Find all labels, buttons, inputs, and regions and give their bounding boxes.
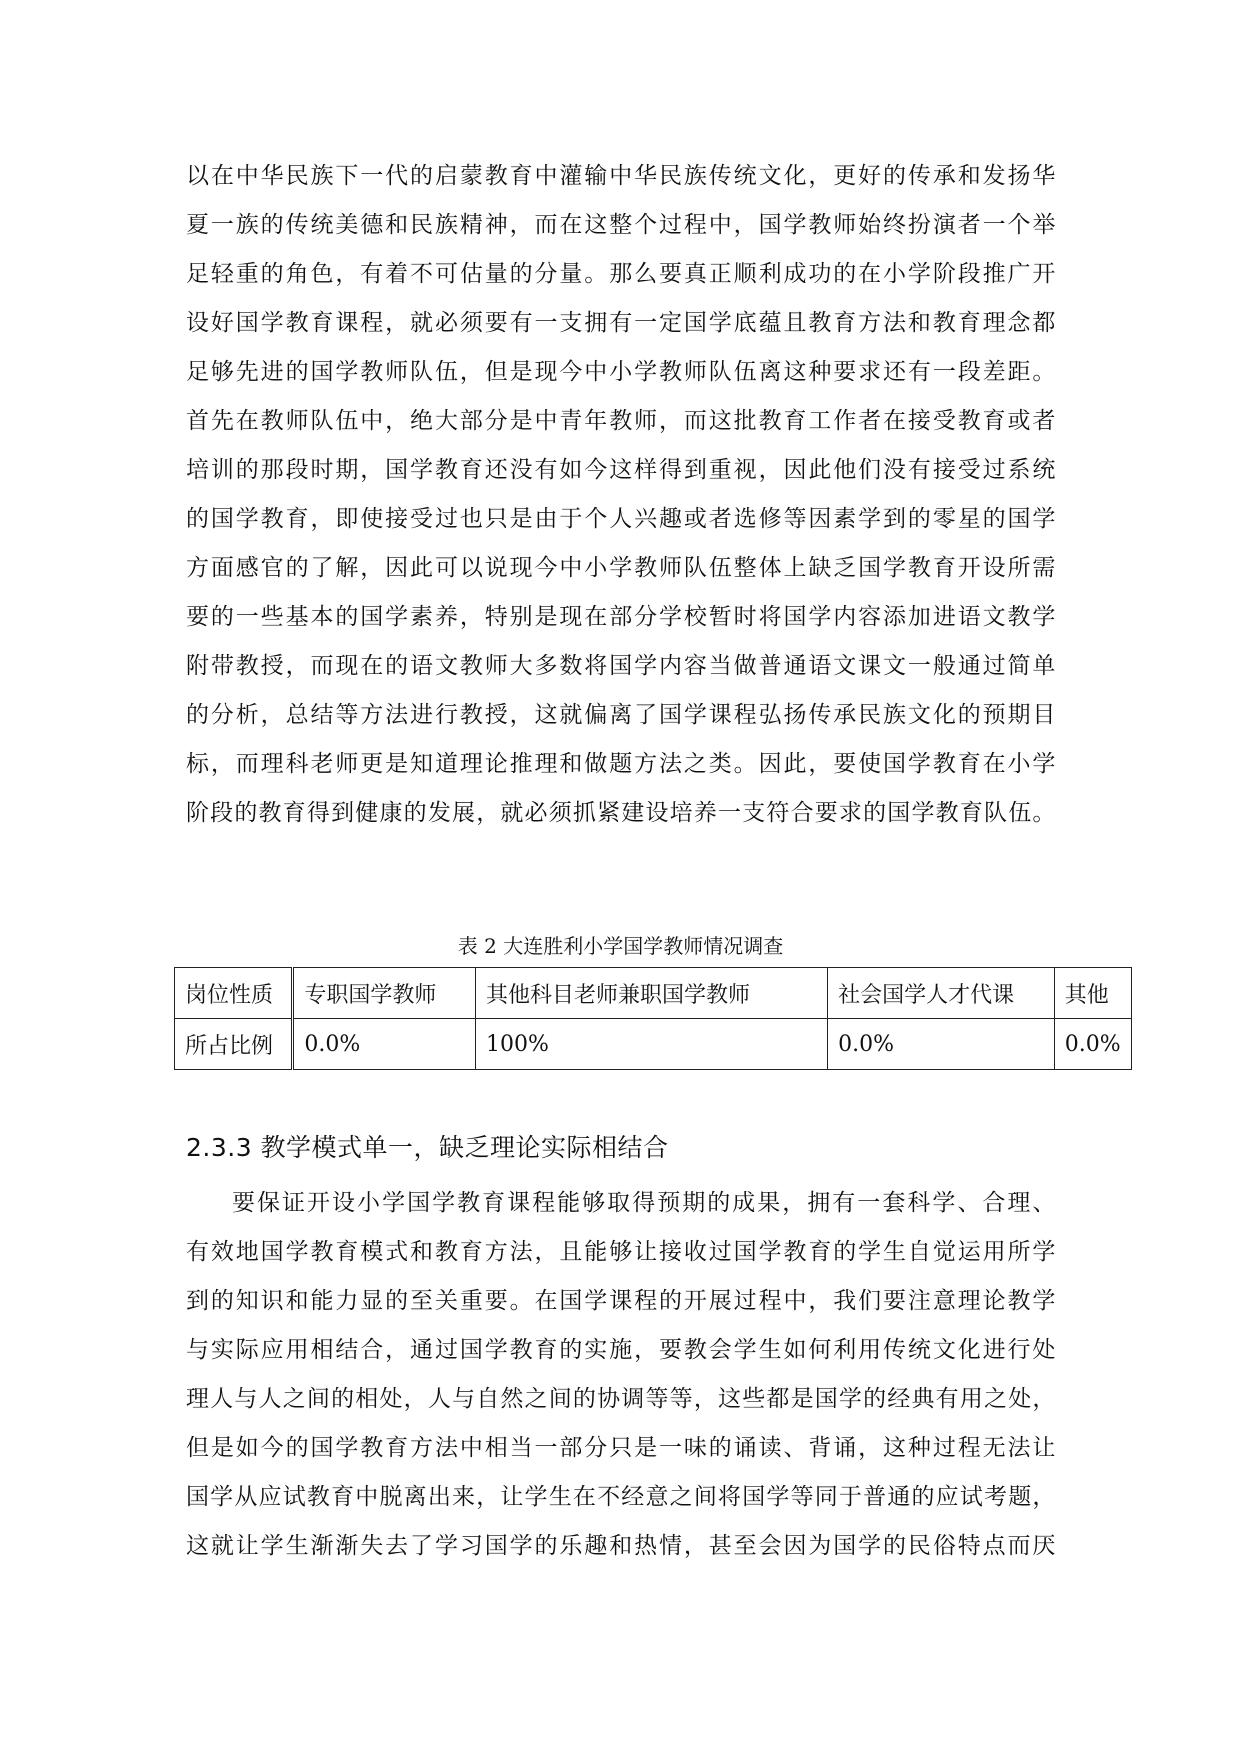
table-cell: 其他 <box>1054 968 1131 1019</box>
paragraph-line: 到的知识和能力显的至关重要。在国学课程的开展过程中，我们要注意理论教学 <box>186 1288 1056 1314</box>
paragraph-line: 以在中华民族下一代的启蒙教育中灌输中华民族传统文化，更好的传承和发扬华 <box>186 163 1056 189</box>
paragraph-line: 国学从应试教育中脱离出来，让学生在不经意之间将国学等同于普通的应试考题， <box>186 1484 1056 1510</box>
body-paragraph-1 <box>186 152 1056 838</box>
table-cell: 0.0% <box>293 1019 476 1070</box>
teacher-survey-table <box>174 967 1132 1070</box>
paragraph-line: 要的一些基本的国学素养，特别是现在部分学校暂时将国学内容添加进语文教学 <box>186 604 1056 630</box>
table-cell: 社会国学人才代课 <box>828 968 1055 1019</box>
paragraph-line: 足够先进的国学教师队伍，但是现今中小学教师队伍离这种要求还有一段差距。 <box>186 359 1056 385</box>
table-cell: 所占比例 <box>175 1019 293 1070</box>
paragraph-line: 与实际应用相结合，通过国学教育的实施，要教会学生如何利用传统文化进行处 <box>186 1337 1056 1363</box>
paragraph-line: 设好国学教育课程，就必须要有一支拥有一定国学底蕴且教育方法和教育理念都 <box>186 310 1056 336</box>
table-cell: 100% <box>475 1019 827 1070</box>
paragraph-line: 阶段的教育得到健康的发展，就必须抓紧建设培养一支符合要求的国学教育队伍。 <box>186 800 1056 826</box>
paragraph-line: 足轻重的角色，有着不可估量的分量。那么要真正顺利成功的在小学阶段推广开 <box>186 261 1056 287</box>
table-cell: 其他科目老师兼职国学教师 <box>475 968 827 1019</box>
table-row <box>175 1019 1132 1070</box>
paragraph-line: 这就让学生渐渐失去了学习国学的乐趣和热情，甚至会因为国学的民俗特点而厌 <box>186 1533 1056 1559</box>
paragraph-line: 理人与人之间的相处，人与自然之间的协调等等，这些都是国学的经典有用之处， <box>186 1386 1056 1412</box>
table-cell: 专职国学教师 <box>293 968 476 1019</box>
paragraph-line: 要保证开设小学国学教育课程能够取得预期的成果，拥有一套科学、合理、 <box>232 1190 1056 1216</box>
table-cell: 岗位性质 <box>175 968 293 1019</box>
section-heading: 2.3.3 教学模式单一，缺乏理论实际相结合 <box>186 1133 669 1162</box>
table-cell: 0.0% <box>1054 1019 1131 1070</box>
paragraph-line: 附带教授，而现在的语文教师大多数将国学内容当做普通语文课文一般通过简单 <box>186 653 1056 679</box>
body-paragraph-2 <box>186 1179 1056 1571</box>
paragraph-line: 标，而理科老师更是知道理论推理和做题方法之类。因此，要使国学教育在小学 <box>186 751 1056 777</box>
table-header-row <box>175 968 1132 1019</box>
paragraph-line: 夏一族的传统美德和民族精神，而在这整个过程中，国学教师始终扮演者一个举 <box>186 212 1056 238</box>
paragraph-line: 有效地国学教育模式和教育方法，且能够让接收过国学教育的学生自觉运用所学 <box>186 1239 1056 1265</box>
table-caption: 表 2 大连胜利小学国学教师情况调查 <box>457 934 784 958</box>
paragraph-line: 首先在教师队伍中，绝大部分是中青年教师，而这批教育工作者在接受教育或者 <box>186 408 1056 434</box>
paragraph-line: 但是如今的国学教育方法中相当一部分只是一味的诵读、背诵，这种过程无法让 <box>186 1435 1056 1461</box>
paragraph-line: 培训的那段时期，国学教育还没有如今这样得到重视，因此他们没有接受过系统 <box>186 457 1056 483</box>
table-cell: 0.0% <box>828 1019 1055 1070</box>
paragraph-line: 的国学教育，即使接受过也只是由于个人兴趣或者选修等因素学到的零星的国学 <box>186 506 1056 532</box>
paragraph-line: 方面感官的了解，因此可以说现今中小学教师队伍整体上缺乏国学教育开设所需 <box>186 555 1056 581</box>
paragraph-line: 的分析，总结等方法进行教授，这就偏离了国学课程弘扬传承民族文化的预期目 <box>186 702 1056 728</box>
